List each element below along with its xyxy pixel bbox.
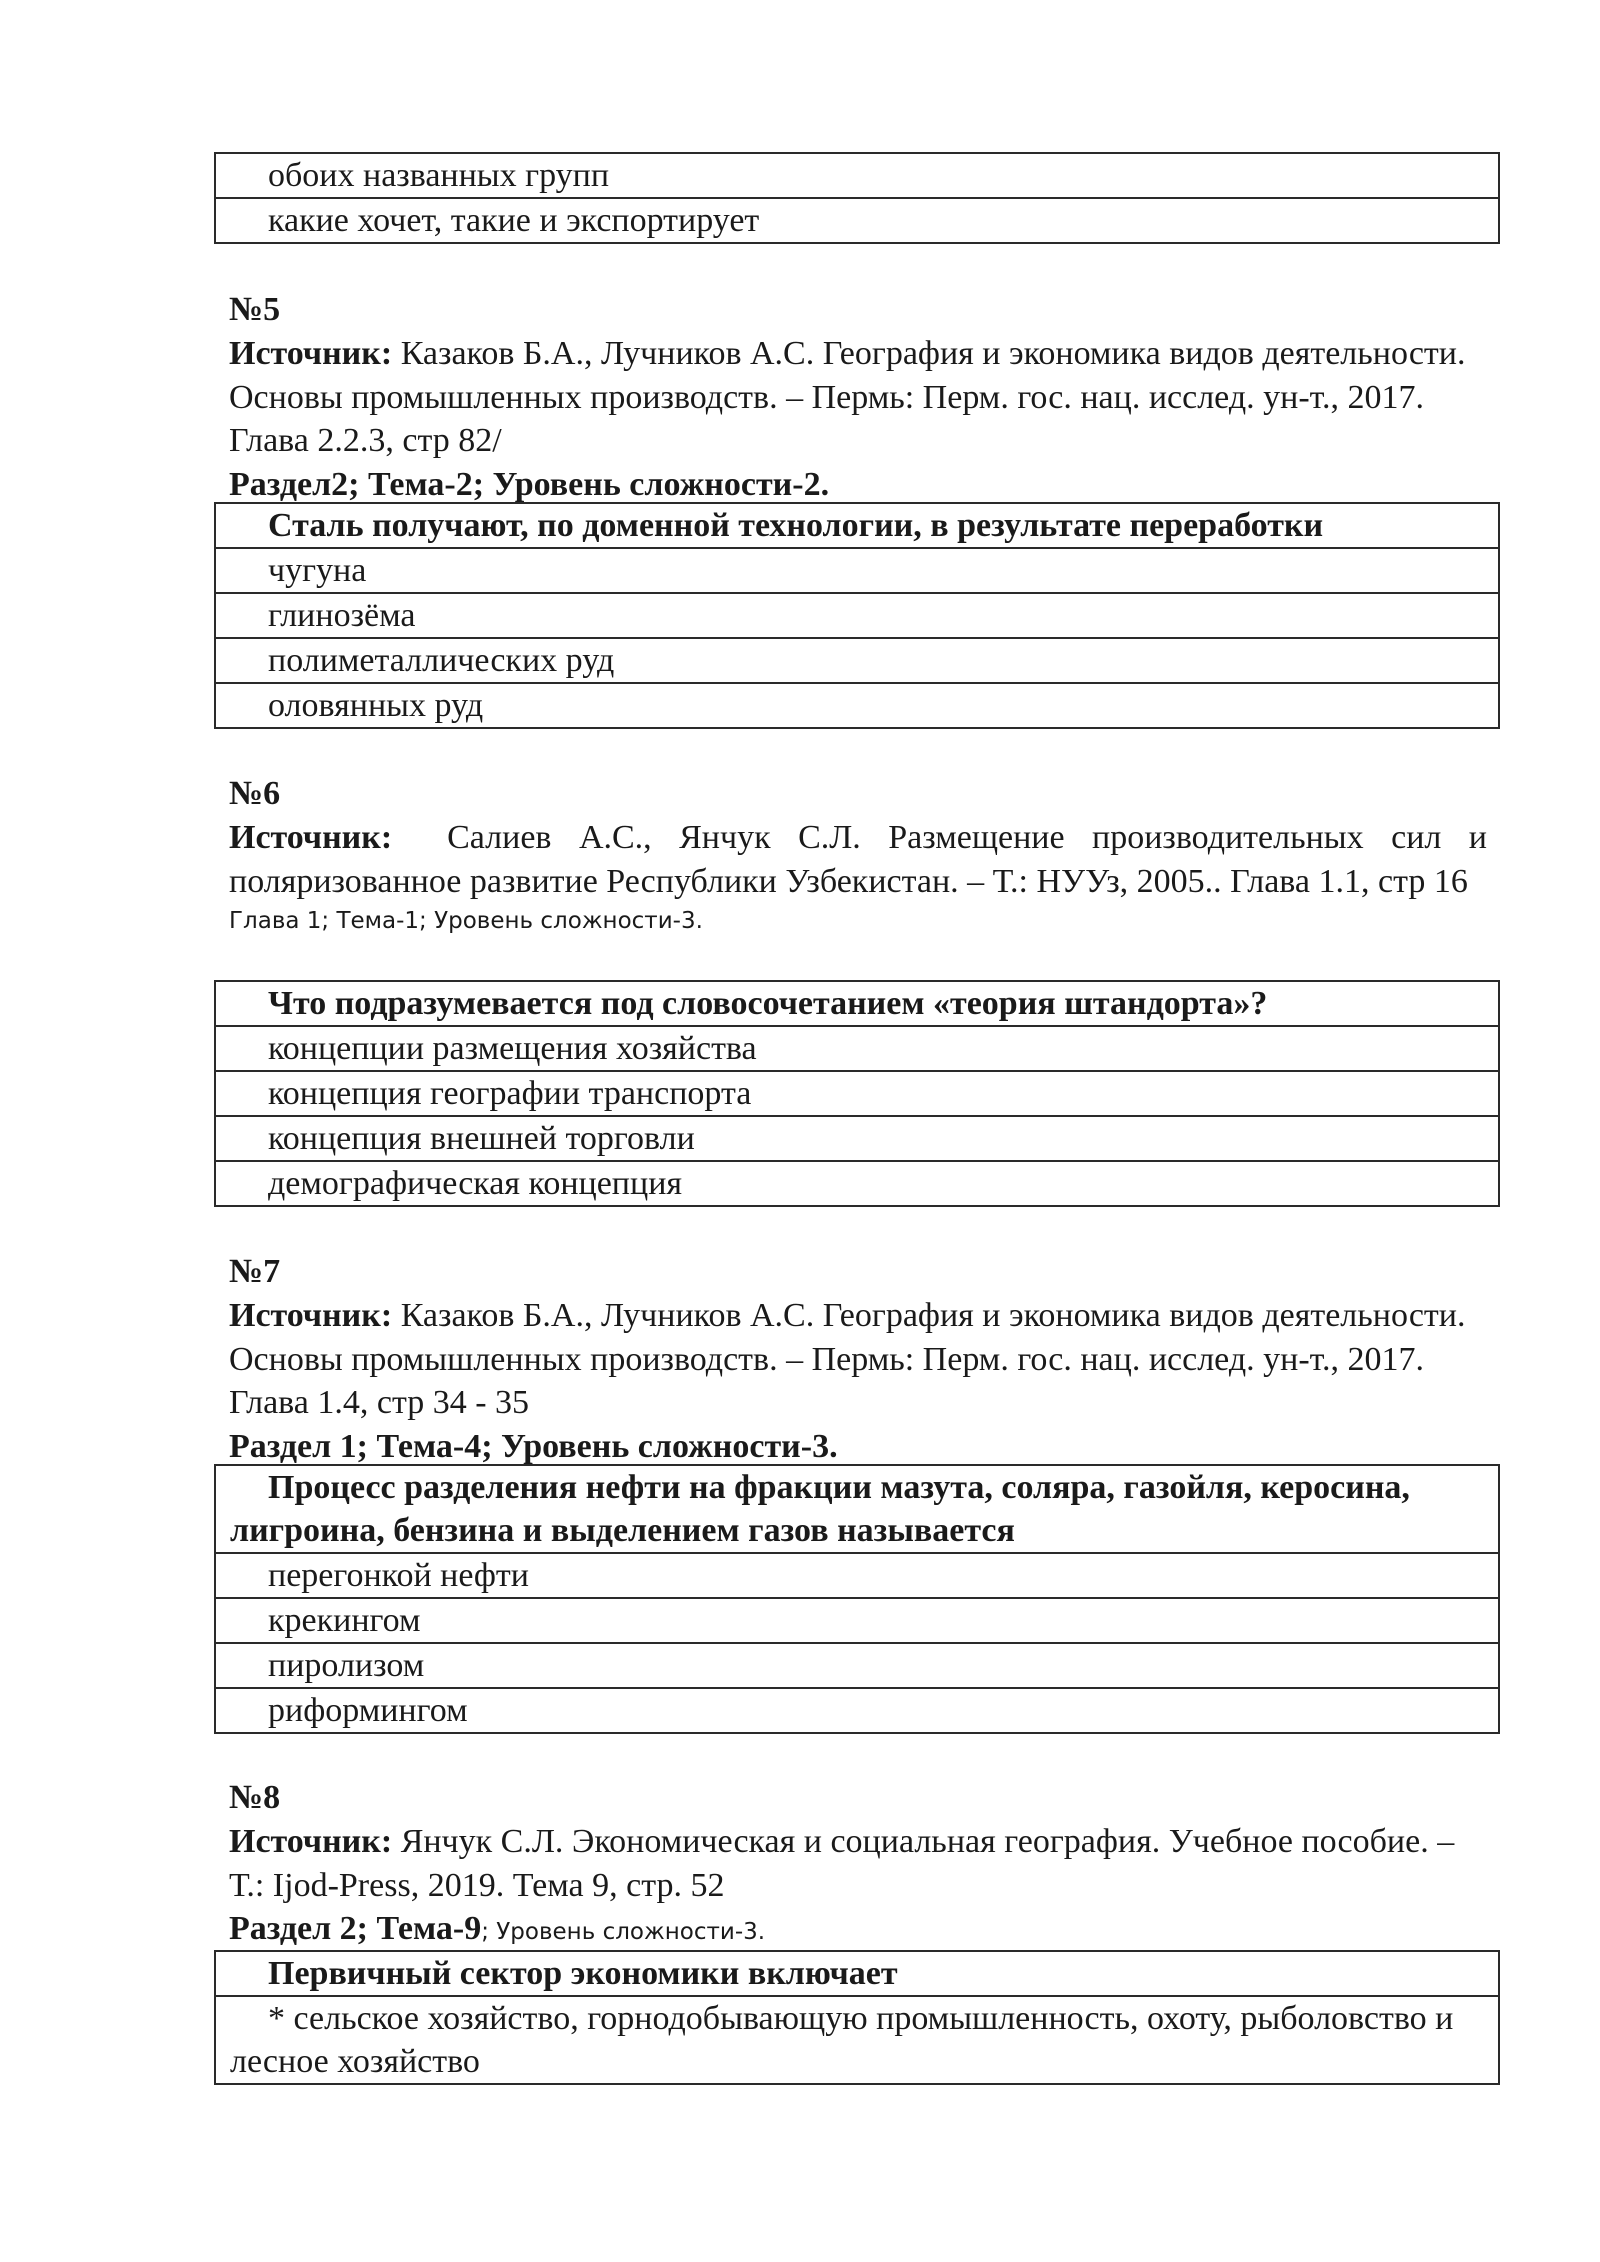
question-number: №6: [229, 775, 281, 812]
source-text: Салиев А.С., Янчук С.Л. Размещение производительных сил и поляризованное развитие Республики Узбекистан. – Т.: НУУз, 2005.. Глава 1.1, стр 16: [229, 819, 1488, 900]
source-label: Источник:: [229, 819, 393, 856]
answer-option: риформингом: [216, 1687, 1498, 1732]
answer-option: глинозёма: [216, 592, 1498, 637]
question-5-table: [214, 502, 1500, 729]
answer-option: концепции размещения хозяйства: [216, 1025, 1498, 1070]
question-8-table: [214, 1950, 1500, 2085]
question-number: №7: [229, 1253, 281, 1290]
question-number: №8: [229, 1779, 281, 1816]
question-source: [229, 332, 1487, 463]
answer-option: концепция географии транспорта: [216, 1070, 1498, 1115]
question-5-header: [229, 288, 1487, 506]
question-text: Процесс разделения нефти на фракции мазута, соляра, газойля, керосина, лигроина, бензина и выделением газов называется: [230, 1469, 1410, 1549]
question-source: [229, 1820, 1487, 1907]
answer-option: пиролизом: [216, 1642, 1498, 1687]
question-6-header: [229, 772, 1487, 939]
question-7-header: [229, 1250, 1487, 1468]
question-section: [229, 1907, 1487, 1954]
source-label: Источник:: [229, 335, 393, 372]
answer-option: обоих названных групп: [268, 157, 610, 194]
question-section: Раздел2; Тема-2; Уровень сложности-2.: [229, 465, 830, 503]
question-text: Сталь получают, по доменной технологии, в результате переработки: [268, 507, 1324, 544]
question-section: Глава 1; Тема-1; Уровень сложности-3.: [229, 908, 703, 934]
question-text: Первичный сектор экономики включает: [268, 1955, 898, 1992]
section-main: Раздел 2; Тема-9: [229, 1910, 482, 1947]
question-text: Что подразумевается под словосочетанием «теория штандорта»?: [268, 985, 1268, 1022]
answer-option: * сельское хозяйство, горнодобывающую промышленность, охоту, рыболовство и лесное хозяйство: [216, 1995, 1498, 2083]
source-text: Янчук С.Л. Экономическая и социальная география. Учебное пособие. – Т.: Ijod-Press, 2019. Тема 9, стр. 52: [229, 1823, 1455, 1904]
answer-option: чугуна: [216, 547, 1498, 592]
answer-option: концепция внешней торговли: [216, 1115, 1498, 1160]
answer-option: полиметаллических руд: [216, 637, 1498, 682]
answer-option: крекингом: [216, 1597, 1498, 1642]
source-text: Казаков Б.А., Лучников А.С. География и экономика видов деятельности. Основы промышленных производств. – Пермь: Перм. гос. нац. исслед. ун-т., 2017. Глава 2.2.3, стр 82/: [229, 335, 1466, 459]
question-number: №5: [229, 291, 281, 328]
question-7-table: [214, 1464, 1500, 1734]
question-6-table: [214, 980, 1500, 1207]
question-source: [229, 816, 1487, 903]
section-difficulty: ; Уровень сложности-3.: [481, 1919, 766, 1945]
answer-option: оловянных руд: [216, 682, 1498, 727]
answer-option: перегонкой нефти: [216, 1552, 1498, 1597]
source-label: Источник:: [229, 1297, 393, 1334]
question-8-header: [229, 1776, 1487, 1954]
source-text: Казаков Б.А., Лучников А.С. География и экономика видов деятельности. Основы промышленных производств. – Пермь: Перм. гос. нац. исслед. ун-т., 2017. Глава 1.4, стр 34 - 35: [229, 1297, 1466, 1421]
question-section: Раздел 1; Тема-4; Уровень сложности-3.: [229, 1427, 838, 1465]
answer-table-continued: [214, 152, 1500, 244]
answer-option: какие хочет, такие и экспортирует: [216, 197, 1498, 242]
source-label: Источник:: [229, 1823, 393, 1860]
answer-option: демографическая концепция: [216, 1160, 1498, 1205]
question-source: [229, 1294, 1487, 1425]
